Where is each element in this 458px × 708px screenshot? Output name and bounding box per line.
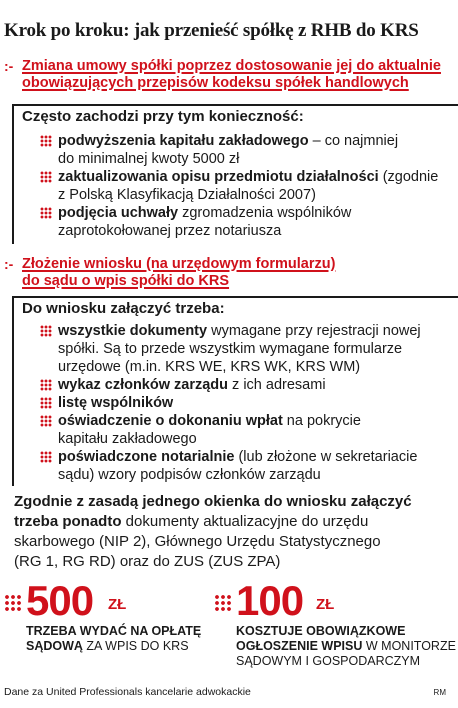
step-1-line-2: obowiązujących przepisów kodeksu spółek handlowych [22, 75, 409, 91]
item-bold: podjęcia uchwały [58, 205, 179, 221]
bullet-dots-icon [40, 171, 52, 183]
item-text: wymagane przy rejestracji nowej [207, 323, 421, 339]
bullet-dots-icon [40, 397, 52, 409]
item-bold: zaktualizowania opisu przedmiotu działalności [58, 169, 379, 185]
list-item [40, 168, 458, 204]
stat-unit: ZŁ [316, 596, 335, 613]
stat-bold: TRZEBA WYDAĆ NA OPŁATĘ [26, 624, 202, 638]
stat-value: 500 [26, 577, 94, 624]
step-2-line-1: Złożenie wniosku (na urzędowym formularzu) [22, 256, 336, 272]
item-text: z Polską Klasyfikacją Działalności 2007) [58, 187, 316, 203]
page-title: Krok po kroku: jak przenieść spółkę z RHB do KRS [4, 20, 419, 41]
stat-text: W MONITORZE [362, 639, 456, 653]
item-text: spółki. Są to przede wszystkim wymagane formularze [58, 341, 403, 357]
attachments-list [40, 322, 458, 484]
announcement-fee-stat [214, 577, 456, 668]
bullet-dots-icon [40, 415, 52, 427]
bullet-dots-icon [40, 325, 52, 337]
item-text: urzędowe (m.in. KRS WE, KRS WK, KRS WM) [58, 359, 361, 375]
step-2-heading [4, 256, 454, 290]
requirements-heading: Często zachodzi przy tym konieczność: [22, 108, 304, 125]
step-marker-icon: :- [4, 58, 14, 74]
bullet-dots-icon [40, 135, 52, 147]
requirements-list [40, 132, 458, 240]
stat-text: ZA WPIS DO KRS [82, 639, 189, 653]
step-2-line-2: do sądu o wpis spółki do KRS [22, 273, 230, 289]
stat-text: SĄDOWYM I GOSPODARCZYM [236, 654, 421, 668]
stat-description [236, 624, 456, 669]
list-item [40, 448, 458, 484]
stat-description [26, 624, 201, 654]
item-text: zaprotokołowanej przez notariusza [58, 223, 282, 239]
para-text: (RG 1, RG RD) oraz do ZUS (ZUS ZPA) [14, 553, 281, 570]
stat-dots-icon [214, 594, 232, 612]
item-bold: podwyższenia kapitału zakładowego [58, 133, 309, 149]
author-credit: RM [433, 688, 446, 697]
item-text: do minimalnej kwoty 5000 zł [58, 151, 240, 167]
item-text: sądu) wzory podpisów członków zarządu [58, 467, 321, 483]
item-bold: poświadczone notarialnie [58, 449, 235, 465]
one-stop-shop-paragraph [14, 492, 458, 572]
item-text: kapitału zakładowego [58, 431, 197, 447]
list-item [40, 412, 458, 448]
stat-dots-icon [4, 594, 22, 612]
item-bold: wszystkie dokumenty [58, 323, 208, 339]
source-text: Dane za United Professionals kancelarie adwokackie [4, 686, 251, 698]
item-text: zgromadzenia wspólników [178, 205, 352, 221]
stat-unit: ZŁ [108, 596, 127, 613]
para-text: skarbowego (NIP 2), Głównego Urzędu Statystycznego [14, 533, 381, 550]
court-fee-stat [4, 577, 214, 653]
item-bold: oświadczenie o dokonaniu wpłat [58, 413, 283, 429]
requirements-box [12, 104, 458, 244]
step-1-line-1: Zmiana umowy spółki poprzez dostosowanie jej do aktualnie [22, 58, 441, 74]
list-item [40, 132, 458, 168]
list-item [40, 204, 458, 240]
item-text: (lub złożone w sekretariacie [234, 449, 418, 465]
list-item [40, 394, 458, 412]
step-1-heading [4, 58, 454, 92]
bullet-dots-icon [40, 451, 52, 463]
attachments-heading: Do wniosku załączyć trzeba: [22, 300, 225, 317]
bullet-dots-icon [40, 207, 52, 219]
item-text: (zgodnie [378, 169, 439, 185]
stat-bold: SĄDOWĄ [26, 639, 83, 653]
stat-bold: KOSZTUJE OBOWIĄZKOWE [236, 624, 406, 638]
stat-bold: OGŁOSZENIE WPISU [236, 639, 363, 653]
item-text: na pokrycie [282, 413, 361, 429]
item-bold: listę wspólników [58, 395, 174, 411]
step-marker-icon: :- [4, 256, 14, 272]
list-item [40, 322, 458, 376]
item-bold: wykaz członków zarządu [58, 377, 229, 393]
para-bold: trzeba ponadto [14, 513, 122, 530]
para-text: dokumenty aktualizacyjne do urzędu [121, 513, 369, 530]
source-footer [4, 686, 454, 699]
item-text: – co najmniej [308, 133, 399, 149]
bullet-dots-icon [40, 379, 52, 391]
item-text: z ich adresami [228, 377, 326, 393]
list-item [40, 376, 458, 394]
para-bold: Zgodnie z zasadą jednego okienka do wniosku załączyć [14, 493, 412, 510]
attachments-box [12, 296, 458, 486]
cost-stats [4, 577, 456, 668]
stat-value: 100 [236, 577, 304, 624]
